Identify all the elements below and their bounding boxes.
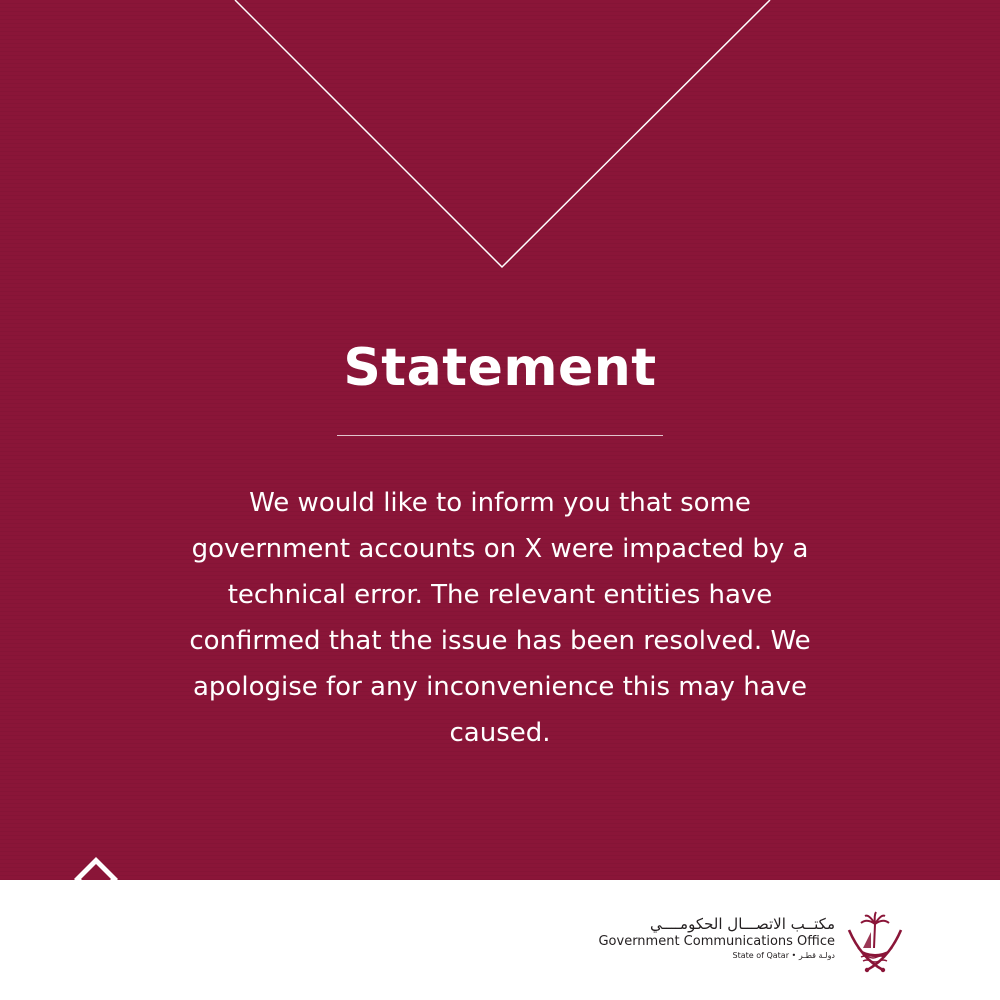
gco-logo-text [598,914,835,962]
chevron-down-icon [0,0,1000,300]
qatar-emblem-icon [843,910,907,974]
footer [0,880,1000,1000]
statement-title: Statement [343,338,657,398]
title-divider [337,435,663,436]
statement-body: We would like to inform you that some government accounts on X were impacted by a technical error. The relevant entities have confirmed that the issue has been resolved. We apologise for any inconvenience this may have caused. [189,488,811,748]
org-name-english: Government Communications Office [598,934,835,949]
org-name-arabic: مكتــب الاتصـــال الحكومــــي [649,915,835,933]
state-line: State of Qatar • دولـة قطـر [732,951,835,960]
